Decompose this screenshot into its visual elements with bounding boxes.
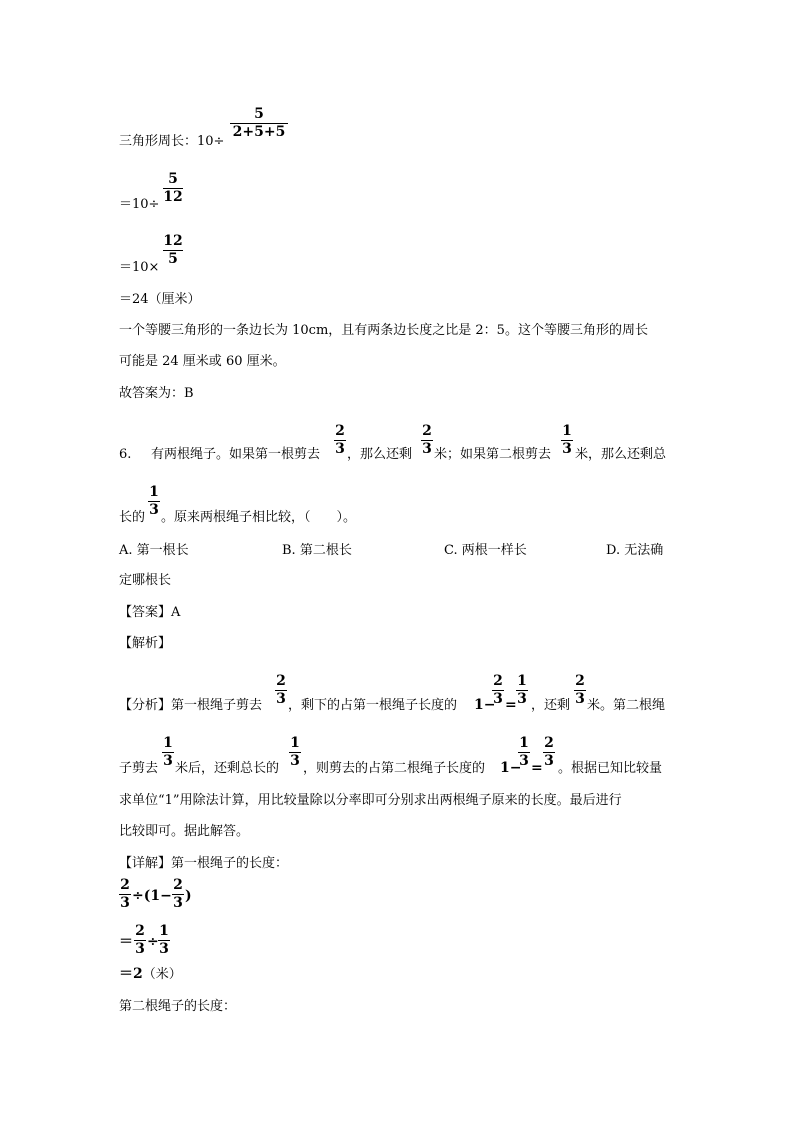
analysis-fraction-3: 2 3 xyxy=(575,673,585,707)
expr1-one: 1− xyxy=(474,697,496,713)
detail-r2-equals: ＝ xyxy=(119,934,133,950)
perimeter-label: 三角形周长：10÷ xyxy=(119,134,225,149)
analysis-tag: 【解析】 xyxy=(119,636,172,651)
fraction-5-12: 5 12 xyxy=(163,171,183,205)
option-a: A. 第一根长 xyxy=(119,543,189,558)
q6-fraction-e: 1 3 xyxy=(149,484,159,518)
detail-r2-fraction-a: 2 3 xyxy=(135,923,145,957)
option-c: C. 两根一样长 xyxy=(444,543,527,558)
q6-text-c: 米；如果第二根剪去 xyxy=(434,447,552,462)
q6-text-d: 米，那么还剩总 xyxy=(575,447,667,462)
analysis-s4: 米。第二根绳 xyxy=(587,698,666,713)
expr2-one: 1− xyxy=(500,760,522,776)
expr2-equals: = xyxy=(531,760,543,776)
detail-r3-value: 2 xyxy=(133,966,143,982)
option-b: B. 第二根长 xyxy=(282,543,352,558)
analysis-fraction-1: 2 3 xyxy=(276,673,286,707)
q6-fraction-c: 1 3 xyxy=(562,423,572,457)
analysis-line-3: 求单位“1”用除法计算，用比较量除以分率即可分别求出两根绳子原来的长度。最后进行 xyxy=(119,793,622,808)
step-divide: ＝10÷ xyxy=(119,197,160,212)
q6-text-e: 长的 xyxy=(119,510,146,525)
expr2-fraction-a: 1 3 xyxy=(519,735,529,769)
analysis-fraction-6: 1 3 xyxy=(290,735,300,769)
detail-r1-close: ) xyxy=(185,888,192,904)
expr2-fraction-b: 2 3 xyxy=(544,735,554,769)
q6-text-g: 。原来两根绳子相比较，（ ）。 xyxy=(161,510,357,525)
detail-r3: ＝2（米） xyxy=(119,966,182,982)
q6-fraction-a: 2 3 xyxy=(335,423,345,457)
paragraph-line-1: 一个等腰三角形的一条边长为 10cm，且有两条边长度之比是 2：5。这个等腰三角形的周长 xyxy=(119,323,648,338)
q6-text-a: 有两根绳子。如果第一根剪去 xyxy=(151,447,321,462)
analysis-s6: 米后，还剩总长的 xyxy=(175,761,280,776)
expr1-fraction-b: 1 3 xyxy=(517,673,527,707)
expr1-fraction-a: 2 3 xyxy=(493,673,503,707)
q6-fraction-b: 2 3 xyxy=(422,423,432,457)
detail-r1-fraction-b: 2 3 xyxy=(173,877,183,911)
option-d-continued: 定哪根长 xyxy=(119,573,172,588)
detail-r2-divide: ÷ xyxy=(147,934,159,950)
option-d: D. 无法确 xyxy=(606,543,664,558)
q6-text-b: ，那么还剩 xyxy=(347,447,413,462)
analysis-s8: 。根据已知比较量 xyxy=(558,761,663,776)
detail-r1-fraction-a: 2 3 xyxy=(120,877,130,911)
analysis-fraction-5: 1 3 xyxy=(163,735,173,769)
analysis-s2: ，剩下的占第一根绳子长度的 xyxy=(288,698,458,713)
paragraph-line-2: 可能是 24 厘米或 60 厘米。 xyxy=(119,354,286,369)
answer-5: 故答案为：B xyxy=(119,386,194,401)
perimeter-line xyxy=(119,134,224,150)
expr1-equals: = xyxy=(505,697,517,713)
detail-r1-divide: ÷(1− xyxy=(132,888,172,904)
fraction-12-5: 12 5 xyxy=(163,233,183,267)
analysis-s3: ，还剩 xyxy=(531,698,571,713)
detail-title: 【详解】第一根绳子的长度： xyxy=(119,856,289,871)
analysis-line-4: 比较即可。据此解答。 xyxy=(119,824,250,839)
second-rope-title: 第二根绳子的长度： xyxy=(119,999,237,1014)
detail-r2-fraction-b: 1 3 xyxy=(159,923,169,957)
analysis-s7: ，则剪去的占第二根绳子长度的 xyxy=(303,761,486,776)
step-multiply: ＝10× xyxy=(119,260,160,275)
q6-number: 6. xyxy=(119,447,132,462)
fraction-5-over-12-expanded: 5 2+5+5 xyxy=(230,106,288,141)
answer-tag: 【答案】A xyxy=(119,605,181,620)
analysis-s5: 子剪去 xyxy=(119,761,159,776)
analysis-s1: 【分析】第一根绳子剪去 xyxy=(119,698,263,713)
result-line: ＝24（厘米） xyxy=(119,292,201,307)
